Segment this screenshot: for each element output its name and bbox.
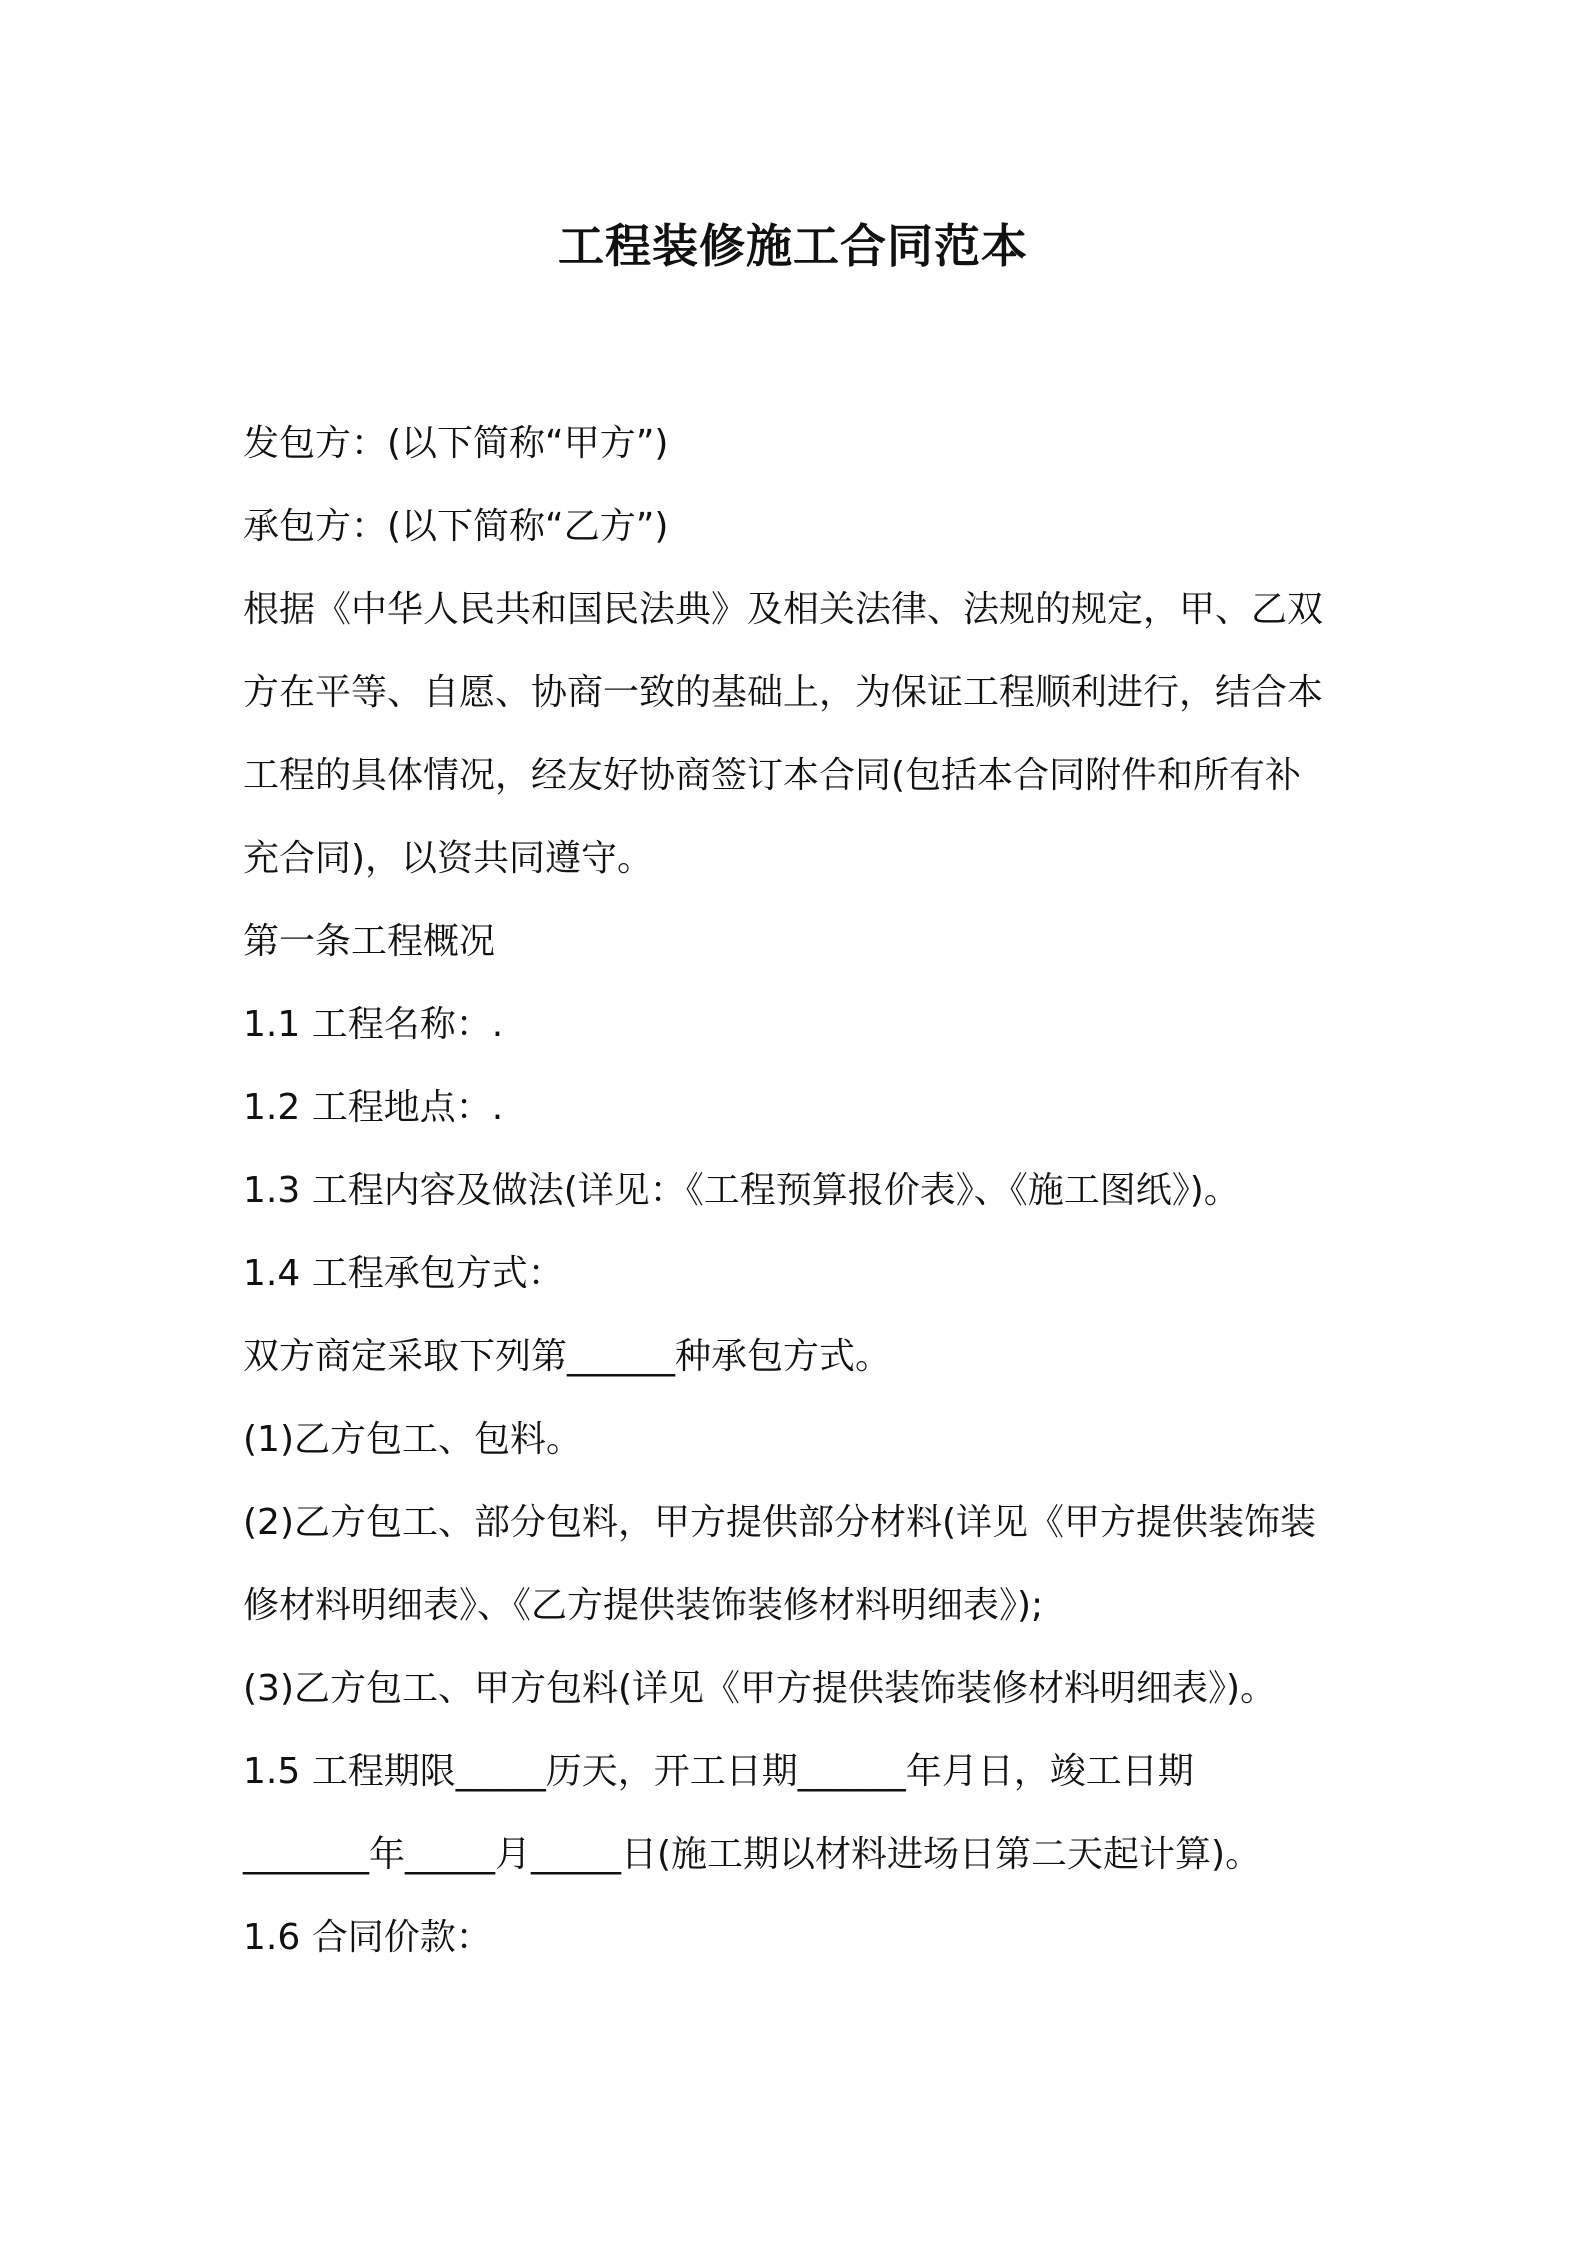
option-line: (2)乙方包工、部分包料，甲方提供部分材料(详见《甲方提供装饰装 [243, 1502, 1317, 1543]
clause-line: 1.4 工程承包方式： [243, 1253, 564, 1294]
party-a-line: 发包方：(以下简称“甲方”) [243, 423, 669, 464]
preamble-line: 工程的具体情况，经友好协商签订本合同(包括本合同附件和所有补 [243, 755, 1302, 796]
clause-line: _______年_____月_____日(施工期以材料进场日第二天起计算)。 [243, 1834, 1262, 1875]
clause-line: 1.1 工程名称：. [243, 1004, 504, 1045]
option-line: (1)乙方包工、包料。 [243, 1419, 582, 1460]
option-line: (3)乙方包工、甲方包料(详见《甲方提供装饰装修材料明细表》)。 [243, 1668, 1277, 1709]
clause-line: 双方商定采取下列第______种承包方式。 [243, 1336, 892, 1377]
preamble-line: 充合同)，以资共同遵守。 [243, 838, 654, 879]
article-heading: 第一条工程概况 [243, 921, 496, 962]
clause-line: 1.3 工程内容及做法(详见：《工程预算报价表》、《施工图纸》)。 [243, 1170, 1240, 1211]
preamble-line: 根据《中华人民共和国民法典》及相关法律、法规的规定，甲、乙双 [243, 589, 1324, 630]
clause-line: 1.5 工程期限_____历天，开工日期______年月日，竣工日期 [243, 1751, 1194, 1792]
document-body [243, 402, 1363, 1979]
clause-line: 1.2 工程地点：. [243, 1087, 504, 1128]
option-line: 修材料明细表》、《乙方提供装饰装修材料明细表》); [243, 1585, 1044, 1626]
preamble-line: 方在平等、自愿、协商一致的基础上，为保证工程顺利进行，结合本 [243, 672, 1324, 713]
document-title: 工程装修施工合同范本 [558, 219, 1028, 273]
party-b-line: 承包方：(以下简称“乙方”) [243, 506, 669, 547]
clause-line: 1.6 合同价款： [243, 1917, 492, 1958]
